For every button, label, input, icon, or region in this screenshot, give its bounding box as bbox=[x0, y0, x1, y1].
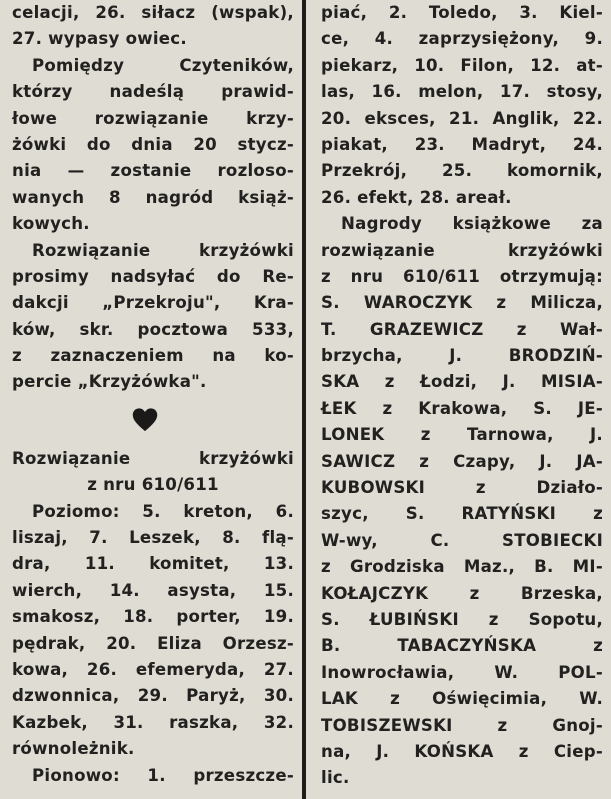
text-line: dra, 11. komitet, 13. bbox=[12, 554, 294, 574]
text-line: LAK z Oświęcimia, W. bbox=[321, 689, 603, 709]
text-line: TOBISZEWSKI z Gnoj- bbox=[321, 715, 603, 735]
prize-winners bbox=[321, 211, 603, 792]
heart-icon bbox=[131, 406, 159, 434]
text-line: lic. bbox=[321, 768, 350, 788]
solution-down-continued bbox=[321, 0, 603, 211]
text-line: ŁEK z Krakowa, S. JE- bbox=[321, 398, 603, 418]
solution-across bbox=[12, 499, 294, 763]
text-line: prosimy nadsyłać do Re- bbox=[12, 266, 294, 286]
column-rule bbox=[302, 0, 306, 799]
text-line: liszaj, 7. Leszek, 8. flą- bbox=[12, 528, 294, 548]
text-line: Inowrocławia, W. POL- bbox=[321, 662, 603, 682]
text-line: brzycha, J. BRODZIŃ- bbox=[321, 346, 603, 366]
text-line: z nru 610/611 otrzymują: bbox=[321, 266, 603, 286]
text-line: którzy nadeślą prawid- bbox=[12, 82, 294, 102]
text-line: percie „Krzyżówka". bbox=[12, 372, 207, 392]
text-line: Nagrody książkowe za bbox=[341, 214, 603, 234]
text-line: kowych. bbox=[12, 214, 90, 234]
down-text: 1. przeszcze- bbox=[119, 765, 294, 785]
text-line: szyc, S. RATYŃSKI z bbox=[321, 504, 603, 524]
text-line: LONEK z Tarnowa, J. bbox=[321, 425, 603, 445]
down-label: Pionowo: bbox=[32, 765, 120, 785]
left-column bbox=[12, 0, 294, 789]
text-line: Rozwiązanie krzyżówki bbox=[32, 240, 294, 260]
heading-line: z nru 610/611 bbox=[87, 475, 219, 495]
text-line: SKA z Łodzi, J. MISIA- bbox=[321, 372, 603, 392]
text-line: las, 16. melon, 17. stosy, bbox=[321, 82, 603, 102]
text-line: KUBOWSKI z Działo- bbox=[321, 478, 603, 498]
text-line: ków, skr. pocztowa 533, bbox=[12, 319, 294, 339]
right-column bbox=[321, 0, 603, 792]
text-line: dakcji „Przekroju", Kra- bbox=[12, 293, 294, 313]
heart-divider bbox=[12, 396, 294, 446]
across-text: 5. kreton, 6. bbox=[119, 501, 294, 521]
paragraph-prize-draw bbox=[12, 53, 294, 238]
text-line: równoleżnik. bbox=[12, 739, 135, 759]
solution-down-start bbox=[12, 763, 294, 789]
text-line: smakosz, 18. porter, 19. bbox=[12, 607, 294, 627]
text-line bbox=[12, 499, 294, 525]
text-line: W-wy, C. STOBIECKI bbox=[321, 530, 603, 550]
text-line: Kazbek, 31. raszka, 32. bbox=[12, 712, 294, 732]
text-line bbox=[12, 763, 294, 789]
text-line: łowe rozwiązanie krzy- bbox=[12, 108, 294, 128]
text-line: Przekrój, 25. komornik, bbox=[321, 161, 603, 181]
text-line: Pomiędzy Czyteników, bbox=[32, 55, 294, 75]
text-line: ce, 4. zaprzysiężony, 9. bbox=[321, 29, 603, 49]
text-line: S. ŁUBIŃSKI z Sopotu, bbox=[321, 609, 603, 629]
across-label: Poziomo: bbox=[32, 501, 120, 521]
solution-heading bbox=[12, 446, 294, 499]
text-line: 26. efekt, 28. areał. bbox=[321, 187, 512, 207]
text-line: T. GRAZEWICZ z Wał- bbox=[321, 319, 603, 339]
paragraph-intro-end bbox=[12, 0, 294, 53]
paragraph-submission bbox=[12, 238, 294, 396]
text-line: B. TABACZYŃSKA z bbox=[321, 636, 603, 656]
text-line: SAWICZ z Czapy, J. JA- bbox=[321, 451, 603, 471]
text-line: nia — zostanie rozloso- bbox=[12, 161, 294, 181]
text-line: 20. eksces, 21. Anglik, 22. bbox=[321, 108, 603, 128]
text-line: z Grodziska Maz., B. MI- bbox=[321, 557, 603, 577]
text-line: dzwonnica, 29. Paryż, 30. bbox=[12, 686, 294, 706]
text-line: rozwiązanie krzyżówki bbox=[321, 240, 603, 260]
text-line: piakat, 23. Madryt, 24. bbox=[321, 134, 603, 154]
text-line: piać, 2. Toledo, 3. Kiel- bbox=[321, 3, 603, 22]
text-line: 27. wypasy owiec. bbox=[12, 29, 187, 49]
text-line: KOŁAJCZYK z Brzeska, bbox=[321, 583, 603, 603]
heading-line: Rozwiązanie krzyżówki bbox=[12, 448, 294, 468]
text-line: S. WAROCZYK z Milicza, bbox=[321, 293, 603, 313]
text-line: piekarz, 10. Filon, 12. at- bbox=[321, 55, 603, 75]
text-line: wanych 8 nagród książ- bbox=[12, 187, 294, 207]
text-line: celacji, 26. siłacz (wspak), bbox=[12, 3, 294, 22]
text-line: wierch, 14. asysta, 15. bbox=[12, 580, 294, 600]
text-line: żówki do dnia 20 stycz- bbox=[12, 134, 294, 154]
text-line: na, J. KOŃSKA z Ciep- bbox=[321, 741, 603, 761]
text-line: pędrak, 20. Eliza Orzesz- bbox=[12, 633, 294, 653]
text-line: z zaznaczeniem na ko- bbox=[12, 346, 294, 366]
text-line: kowa, 26. efemeryda, 27. bbox=[12, 659, 294, 679]
